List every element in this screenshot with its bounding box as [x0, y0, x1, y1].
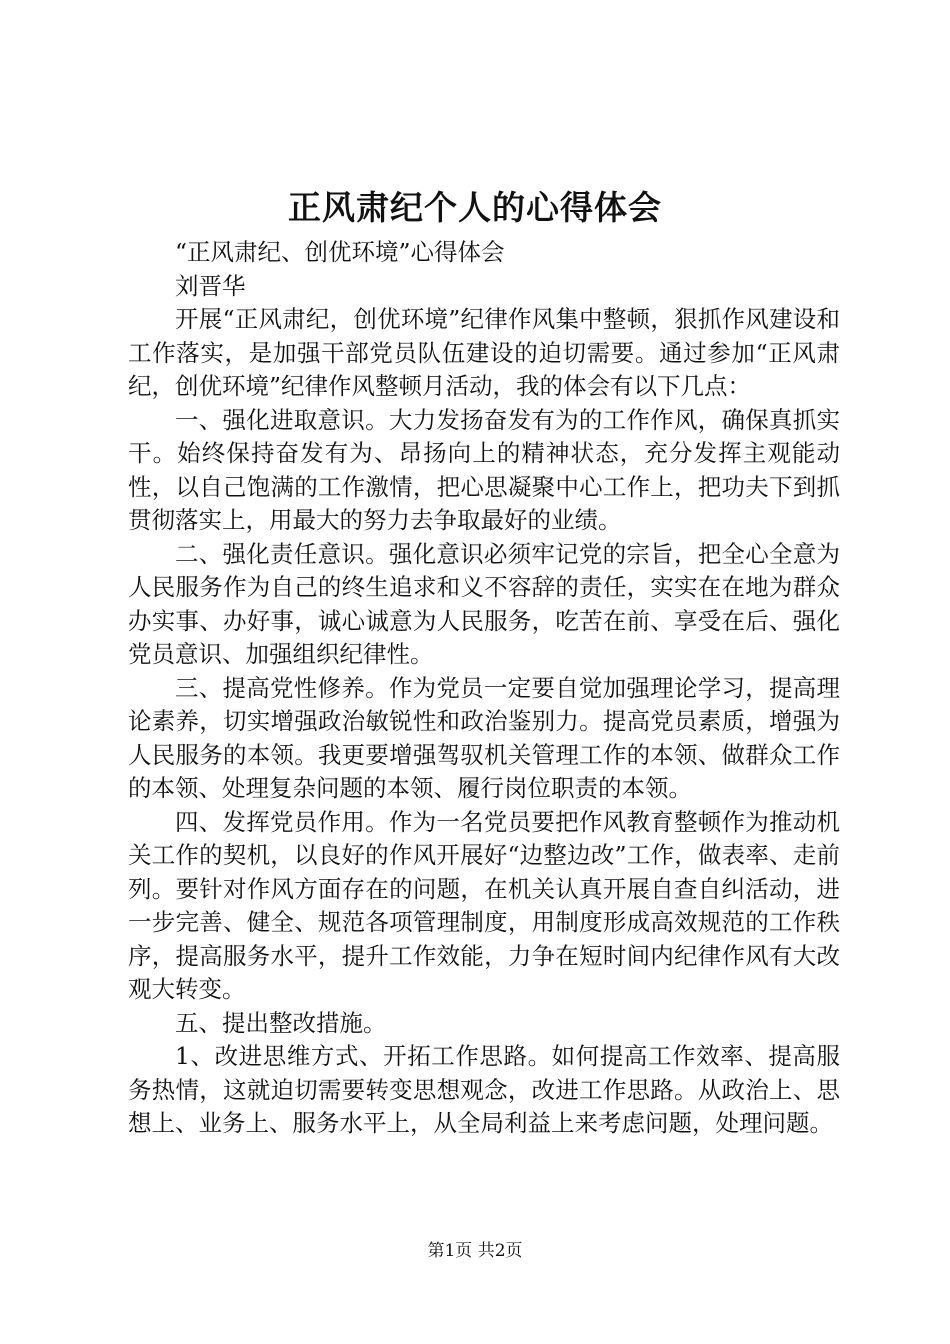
page-footer: 第1页 共2页	[427, 1241, 523, 1261]
paragraph-point-3: 三、提高党性修养。作为党员一定要自觉加强理论学习，提高理论素养，切实增强政治敏锐性和政治鉴别力。提高党员素质，增强为人民服务的本领。我更要增强驾驭机关管理工作的本领、做群众工作的本领、处理复杂问题的本领、履行岗位职责的本领。	[128, 673, 840, 802]
document-body	[128, 236, 840, 1141]
document-subtitle: “正风肃纪、创优环境”心得体会	[175, 238, 505, 266]
document-title: 正风肃纪个人的心得体会	[288, 188, 662, 227]
paragraph-point-1: 一、强化进取意识。大力发扬奋发有为的工作作风，确保真抓实干。始终保持奋发有为、昂扬向上的精神状态，充分发挥主观能动性，以自己饱满的工作激情，把心思凝聚中心工作上，把功夫下到抓贯彻落实上，用最大的努力去争取最好的业绩。	[128, 405, 840, 534]
paragraph-point-4: 四、发挥党员作用。作为一名党员要把作风教育整顿作为推动机关工作的契机，以良好的作风开展好“边整边改”工作，做表率、走前列。要针对作风方面存在的问题，在机关认真开展自查自纠活动，进一步完善、健全、规范各项管理制度，用制度形成高效规范的工作秩序，提高服务水平，提升工作效能，力争在短时间内纪律作风有大改观大转变。	[128, 807, 840, 1003]
paragraph-point-2: 二、强化责任意识。强化意识必须牢记党的宗旨，把全心全意为人民服务作为自己的终生追求和义不容辞的责任，实实在在地为群众办实事、办好事，诚心诚意为人民服务，吃苦在前、享受在后、强化党员意识、加强组织纪律性。	[128, 539, 840, 668]
paragraph-intro: 开展“正风肃纪，创优环境”纪律作风集中整顿，狠抓作风建设和工作落实，是加强干部党员队伍建设的迫切需要。通过参加“正风肃纪，创优环境”纪律作风整顿月活动，我的体会有以下几点：	[128, 305, 840, 400]
paragraph-measure-1: 1、改进思维方式、开拓工作思路。如何提高工作效率、提高服务热情，这就迫切需要转变思想观念，改进工作思路。从政治上、思想上、业务上、服务水平上，从全局利益上来考虑问题，处理问题。	[128, 1042, 840, 1137]
document-author: 刘晋华	[175, 271, 246, 300]
paragraph-point-5: 五、提出整改措施。	[175, 1008, 387, 1037]
